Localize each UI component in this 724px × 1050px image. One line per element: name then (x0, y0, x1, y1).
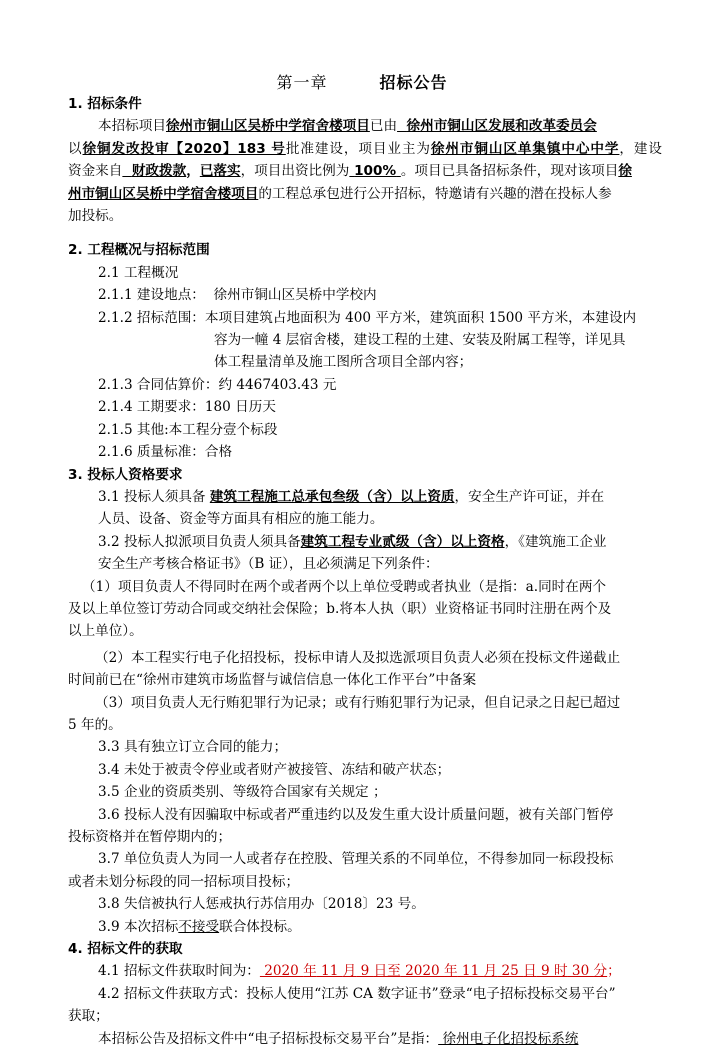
item-3-6-line-1: 3.6 投标人没有因骗取中标或者严重违约以及发生重大设计质量问题，被有关部门暂停 (98, 806, 614, 823)
approver-text: 徐州市铜山区发展和改革委员会 (406, 118, 597, 135)
item-2-1-4: 2.1.4 工期要求：180 日历天 (98, 399, 276, 416)
day-end: 25 (497, 963, 524, 980)
cond-2-line-1: （2）本工程实行电子化招投标，投标申请人及拟选派项目负责人必须在投标文件递截止 (95, 649, 621, 666)
item-3-2-line-2: 安全生产考核合格证书》（B 证），且必须满足下列条件： (98, 556, 439, 573)
project-name-part-1: 徐 (618, 163, 632, 180)
cond-2-line-2: 时间前已在“徐州市建筑市场监督与诚信信息一体化工作平台”中备案 (68, 672, 477, 689)
text: 3.1 投标人须具备 (98, 488, 210, 505)
item-3-2-line-1 (68, 531, 662, 553)
text: ，项目出资比例为 (240, 163, 350, 180)
chapter-title (0, 70, 724, 93)
text: ，《建筑施工企业 (504, 533, 607, 550)
item-2-1: 2.1 工程概况 (98, 264, 179, 281)
fund-ratio (349, 163, 400, 179)
text: 的工程总承包进行公开招标，特邀请有兴趣的潜在投标人参 (258, 185, 612, 202)
section-3-heading: 3. 投标人资格要求 (68, 466, 183, 483)
item-3-4: 3.4 未处于被责令停业或者财产被接管、冻结和破产状态； (98, 761, 451, 778)
section-4-heading: 4. 招标文件的获取 (68, 941, 183, 958)
item-2-1-6: 2.1.6 质量标准：合格 (98, 444, 233, 461)
item-3-8: 3.8 失信被执行人惩戒执行苏信用办〔2018〕23 号。 (98, 896, 425, 913)
hour-end: 9 (536, 963, 554, 980)
fund-source (122, 163, 186, 179)
text: 联合体投标。 (219, 918, 301, 935)
cond-1-line-3: 以上单位）。 (68, 623, 143, 640)
item-4-2-line-1: 4.2 招标文件获取方式：投标人使用“江苏 CA 数字证书”登录“电子招标投标交易平台” (98, 985, 616, 1002)
cond-3-line-2: 5 年的。 (68, 716, 122, 733)
text: 本招标公告及招标文件中“电子招标投标交易平台”是指： (98, 1030, 439, 1047)
text: 以 (68, 140, 83, 157)
cond-3-line-1: （3）项目负责人无行贿犯罪行为记录；或有行贿犯罪行为记录，但自记录之日起已超过 (95, 694, 621, 711)
item-3-7-line-2: 或者未划分标段的同一招标项目投标； (68, 873, 300, 890)
chapter-name: 招标公告 (379, 73, 448, 92)
no-consortium: 不接受 (178, 918, 220, 935)
text: 时 (554, 963, 568, 980)
qualification-requirement: 建筑工程施工总承包叁级（含）以上资质 (209, 488, 455, 505)
item-4-1 (68, 960, 662, 982)
text: 月 (342, 963, 357, 980)
text: 批准建设，项目业主为 (285, 140, 431, 157)
item-3-9 (68, 916, 662, 938)
minute-end: 30 (567, 963, 594, 980)
text: ，安全生产许可证，并在 (454, 488, 605, 505)
document-body (68, 93, 662, 1050)
day-start: 9 (356, 963, 374, 980)
text: 3.9 本次招标 (98, 918, 179, 935)
text: 已由 (369, 118, 398, 135)
text: ， (186, 163, 200, 180)
text: 月 (483, 963, 498, 980)
cond-1-line-1: （1）项目负责人不得同时在两个或者两个以上单位受聘或者执业（是指：a.同时在两个 (82, 578, 607, 595)
acquisition-time (260, 963, 607, 979)
year-end: 2020 (400, 963, 445, 980)
item-3-6-line-2: 投标资格并在暂停期内的； (68, 829, 232, 845)
s1-line-1 (68, 115, 662, 137)
platform-name (438, 1031, 578, 1047)
item-4-2-line-2: 获取； (68, 1008, 109, 1025)
chapter-number: 第一章 (276, 73, 328, 92)
platform-note (68, 1028, 662, 1050)
s1-line-4 (68, 183, 662, 205)
item-2-1-1: 2.1.1 建设地点： 徐州市铜山区吴桥中学校内 (98, 287, 377, 304)
approval-number: 徐铜发改投审【2020】183 号 (82, 140, 286, 157)
item-2-1-3: 2.1.3 合同估算价：约 4467403.43 元 (98, 376, 337, 393)
item-3-3: 3.3 具有独立订立合同的能力； (98, 739, 288, 756)
approver-name (397, 118, 597, 134)
cond-1-line-2: 及以上单位签订劳动合同或交纳社会保险；b.将本人执（职）业资格证书同时注册在两个及 (68, 600, 612, 617)
s1-line-5: 加投标。 (68, 208, 123, 225)
month-end: 11 (457, 963, 484, 980)
item-2-1-5: 2.1.5 其他:本工程分壹个标段 (98, 421, 278, 438)
item-3-5: 3.5 企业的资质类别、等级符合国家有关规定 ； (98, 784, 387, 801)
month-start: 11 (316, 963, 343, 980)
s1-line-3 (68, 160, 662, 182)
text: 分 (593, 963, 608, 980)
text: 本招标项目 (98, 118, 166, 135)
text: 4.1 招标文件获取时间为： (98, 963, 260, 980)
item-2-1-2-line-2: 容为一幢 4 层宿舍楼，建设工程的土建、安装及附属工程等，详见具 (214, 332, 626, 349)
text: 3.2 投标人拟派项目负责人须具备 (98, 533, 301, 550)
platform-text: 徐州电子化招投标系统 (442, 1030, 579, 1047)
text: 日 (523, 963, 537, 980)
manager-requirement: 建筑工程专业贰级（含）以上资格 (300, 533, 505, 550)
item-2-1-2-line-1: 2.1.2 招标范围：本项目建筑占地面积为 400 平方米，建筑面积 1500 平方米，本建设内 (98, 309, 637, 326)
s1-line-2 (68, 138, 662, 160)
text: 资金来自 (68, 163, 123, 180)
year-start: 2020 (259, 963, 304, 980)
project-name-part-2: 州市铜山区吴桥中学宿舍楼项目 (68, 185, 259, 202)
text: ，建设 (619, 140, 663, 157)
fund-source-text: 财政拨款 (131, 163, 187, 180)
item-3-7-line-1: 3.7 单位负责人为同一人或者存在控股、管理关系的不同单位，不得参加同一标段投标 (98, 851, 614, 868)
fund-ratio-text: 100% (354, 163, 397, 180)
text: 年 (444, 963, 458, 980)
section-2-heading: 2. 工程概况与招标范围 (68, 242, 210, 259)
text: 年 (303, 963, 317, 980)
section-1-heading: 1. 招标条件 (68, 96, 142, 112)
item-2-1-2-line-3: 体工程量清单及施工图所含项目全部内容； (214, 354, 473, 371)
item-3-1-line-2: 人员、设备、资金等方面具有相应的施工能力。 (98, 511, 384, 528)
text: 日至 (373, 963, 401, 980)
fund-state: 已落实 (199, 163, 241, 180)
item-3-1-line-1 (68, 486, 662, 508)
owner-name: 徐州市铜山区单集镇中心中学 (430, 140, 620, 157)
text: 。项目已具备招标条件，现对该项目 (400, 163, 619, 180)
text: ； (607, 963, 621, 980)
project-name: 徐州市铜山区吴桥中学宿舍楼项目 (165, 118, 370, 135)
